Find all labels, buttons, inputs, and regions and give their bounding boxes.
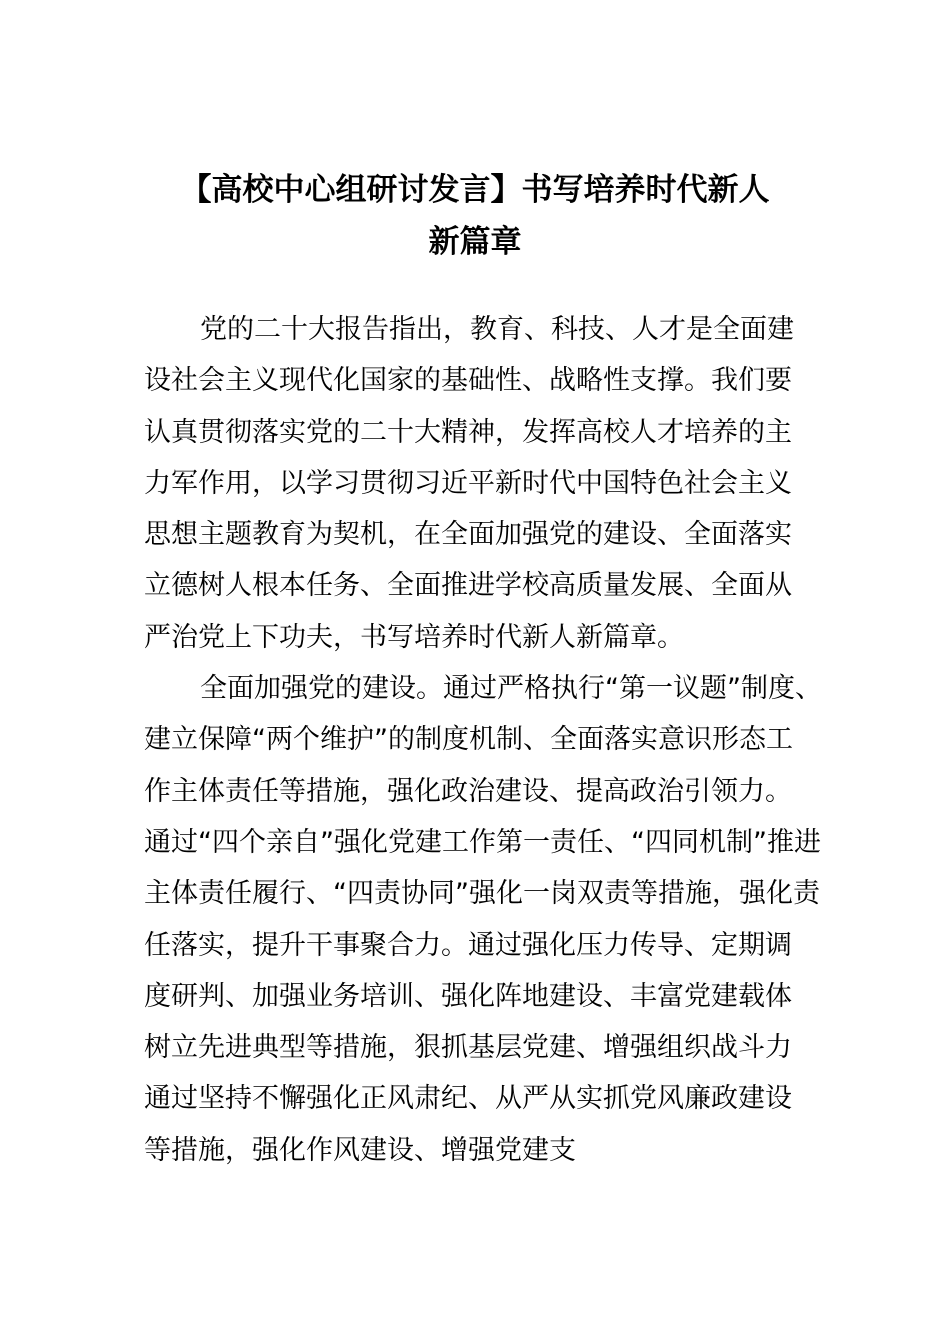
text-line: 思想主题教育为契机，在全面加强党的建设、全面落实 [144,519,792,551]
text-line: 通过“四个亲自”强化党建工作第一责任、“四同机制”推进 [144,826,821,858]
text-line: 作主体责任等措施，强化政治建设、提高政治引领力。 [144,775,792,807]
text-line: 认真贯彻落实党的二十大精神，发挥高校人才培养的主 [144,416,792,448]
text-line: 严治党上下功夫，书写培养时代新人新篇章。 [144,621,684,653]
text-line: 力军作用，以学习贯彻习近平新时代中国特色社会主义 [144,467,792,499]
title-line: 新篇章 [428,224,522,260]
text-line: 党的二十大报告指出，教育、科技、人才是全面建 [200,314,794,345]
text-line: 度研判、加强业务培训、强化阵地建设、丰富党建载体 [144,980,792,1012]
title-line: 【高校中心组研讨发言】书写培养时代新人 [180,172,770,208]
paragraph-2 [144,663,844,1176]
text-line: 通过坚持不懈强化正风肃纪、从严从实抓党风廉政建设 [144,1083,792,1115]
text-line: 树立先进典型等措施，狠抓基层党建、增强组织战斗力 [144,1032,792,1064]
text-line: 设社会主义现代化国家的基础性、战略性支撑。我们要 [144,365,792,397]
document-body [144,304,844,1176]
text-line: 全面加强党的建设。通过严格执行“第一议题”制度、 [200,673,822,705]
text-line: 任落实，提升干事聚合力。通过强化压力传导、定期调 [144,929,792,961]
text-line: 立德树人根本任务、全面推进学校高质量发展、全面从 [144,570,792,602]
text-line: 建立保障“两个维护”的制度机制、全面落实意识形态工 [144,724,793,756]
text-line: 主体责任履行、“四责协同”强化一岗双责等措施，强化责 [144,878,820,910]
text-line: 等措施，强化作风建设、增强党建支 [144,1134,576,1166]
document-title [0,164,950,268]
paragraph-1 [144,304,844,663]
